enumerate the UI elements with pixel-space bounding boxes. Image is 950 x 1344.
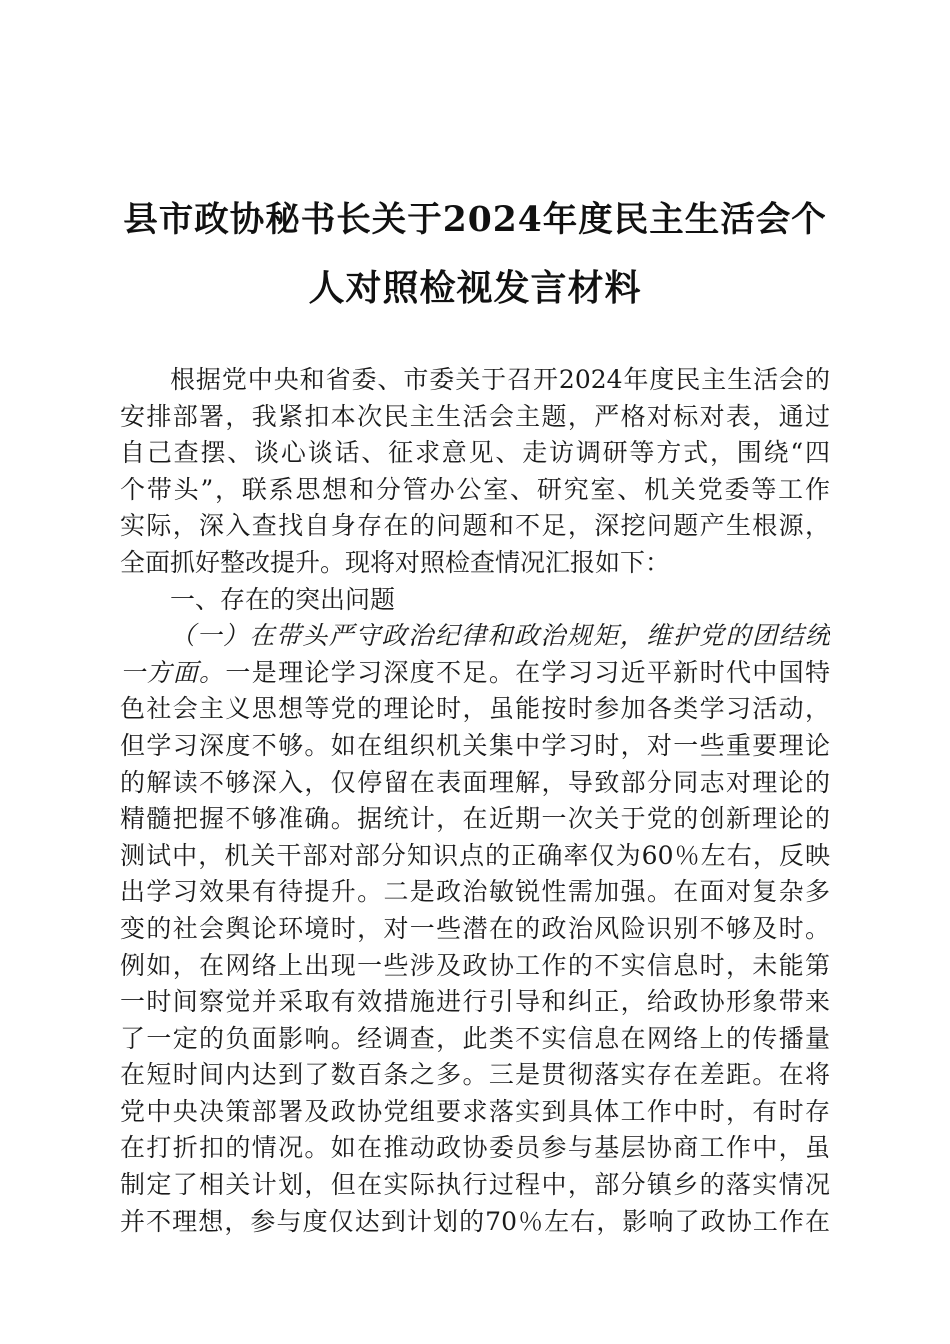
subsection-heading-end: 一方面。 [120,657,226,687]
body-line: 变的社会舆论环境时，对一些潜在的政治风险识别不够及时。 [120,913,830,943]
body-line: 测试中，机关干部对部分知识点的正确率仅为60％左右，反映 [120,840,830,870]
body-line: 出学习效果有待提升。二是政治敏锐性需加强。在面对复杂多 [120,877,830,907]
section-heading: 一、存在的突出问题 [170,584,396,614]
body-line: 在打折扣的情况。如在推动政协委员参与基层协商工作中，虽 [120,1133,830,1163]
body-line: 并不理想，参与度仅达到计划的70％左右，影响了政协工作在 [120,1206,830,1236]
intro-line: 根据党中央和省委、市委关于召开2024年度民主生活会的 [170,365,830,394]
body-line: 一时间察觉并采取有效措施进行引导和纠正，给政协形象带来 [120,987,830,1017]
subsection-heading: （一）在带头严守政治纪律和政治规矩，维护党的团结统 [170,621,830,651]
document-body [120,362,830,1240]
body-text: 一是理论学习深度不足。在学习习近平新时代中国特 [225,657,830,687]
body-line: 但学习深度不够。如在组织机关集中学习时，对一些重要理论 [120,730,830,760]
body-line: 制定了相关计划，但在实际执行过程中，部分镇乡的落实情况 [120,1170,830,1200]
document-title-line-2: 人对照检视发言材料 [308,267,642,309]
intro-line: 自己查摆、谈心谈话、征求意见、走访调研等方式，围绕“四 [120,438,830,468]
intro-line: 个带头”，联系思想和分管办公室、研究室、机关党委等工作 [120,474,830,504]
intro-line: 安排部署，我紧扣本次民主生活会主题，严格对标对表，通过 [120,401,830,431]
body-line: 党中央决策部署及政协党组要求落实到具体工作中时，有时存 [120,1096,830,1126]
body-line: 色社会主义思想等党的理论时，虽能按时参加各类学习活动， [120,694,830,724]
body-line: 的解读不够深入，仅停留在表面理解，导致部分同志对理论的 [120,767,830,797]
body-line: 了一定的负面影响。经调查，此类不实信息在网络上的传播量 [120,1023,830,1053]
subsection-continuation-line [120,655,830,692]
document-title-line-1: 县市政协秘书长关于2024年度民主生活会个 [123,200,827,240]
body-line: 例如，在网络上出现一些涉及政协工作的不实信息时，未能第 [120,950,830,980]
body-line: 在短时间内达到了数百条之多。三是贯彻落实存在差距。在将 [120,1060,830,1090]
body-line: 精髓把握不够准确。据统计，在近期一次关于党的创新理论的 [120,804,830,834]
intro-line: 全面抓好整改提升。现将对照检查情况汇报如下： [120,547,671,577]
intro-line: 实际，深入查找自身存在的问题和不足，深挖问题产生根源， [120,511,830,541]
